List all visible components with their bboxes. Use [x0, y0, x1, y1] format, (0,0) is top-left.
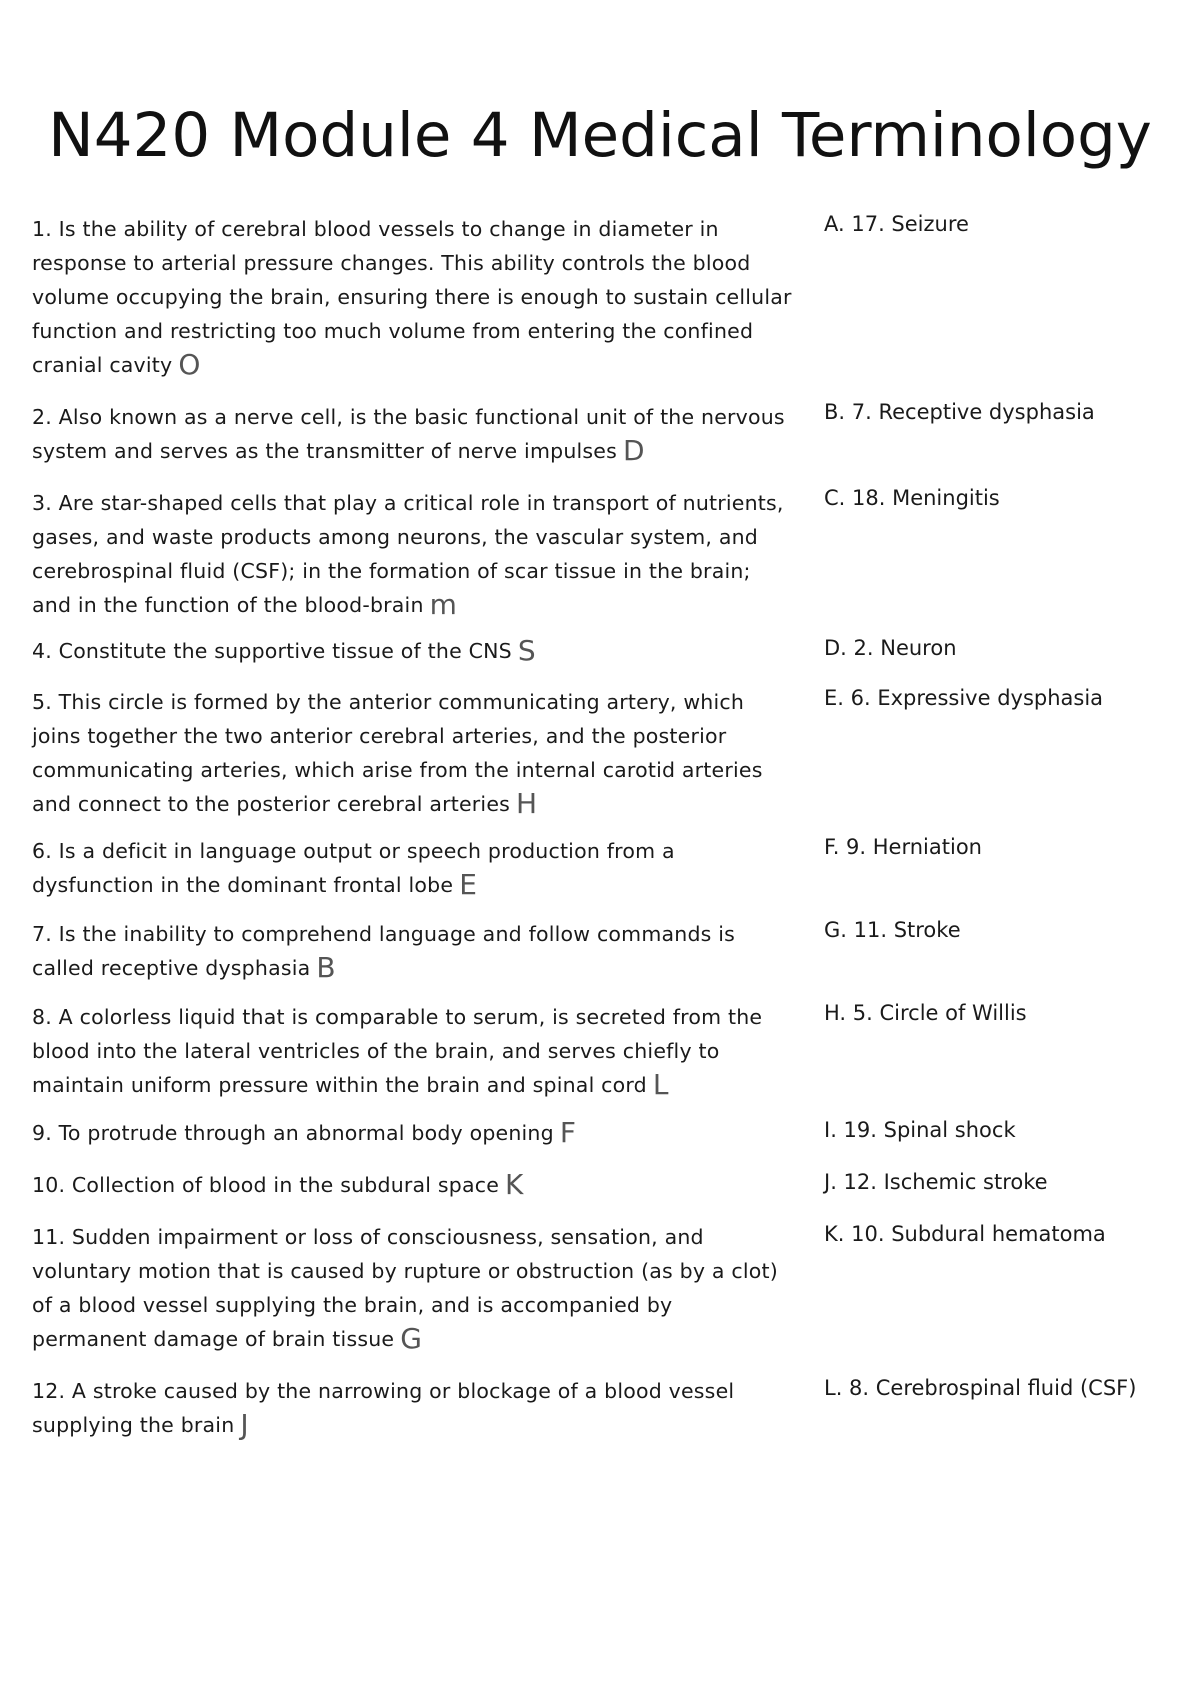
question-12 [32, 1374, 792, 1442]
question-text: 1. Is the ability of cerebral blood vessels to change in diameter in response to arterial pressure changes. This ability controls the blood volume occupying the brain, ensuring there is enough to sustain cellular function and restricting too much volume from entering the confined cranial cavity [32, 217, 792, 377]
question-text: 8. A colorless liquid that is comparable to serum, is secreted from the blood into the lateral ventricles of the brain, and serves chiefly to maintain uniform pressure within the brain and spinal cord [32, 1005, 763, 1097]
option-f: F. 9. Herniation [824, 835, 982, 859]
handwritten-answer: L [652, 1068, 669, 1101]
handwritten-answer: D [623, 434, 645, 467]
question-3 [32, 486, 792, 622]
option-b: B. 7. Receptive dysphasia [824, 400, 1095, 424]
option-g: G. 11. Stroke [824, 918, 961, 942]
handwritten-answer: B [316, 951, 336, 984]
option-h: H. 5. Circle of Willis [824, 1001, 1027, 1025]
handwritten-answer: F [559, 1116, 577, 1149]
question-5 [32, 685, 792, 821]
handwritten-answer: K [505, 1168, 524, 1201]
question-text: 9. To protrude through an abnormal body opening [32, 1121, 554, 1145]
question-2 [32, 400, 792, 468]
question-text: 11. Sudden impairment or loss of consciousness, sensation, and voluntary motion that is caused by rupture or obstruction (as by a clot) of a blood vessel supplying the brain, and is accompanied by permanent damage of brain tissue [32, 1225, 778, 1351]
question-text: 3. Are star-shaped cells that play a critical role in transport of nutrients, gases, and waste products among neurons, the vascular system, and cerebrospinal fluid (CSF); in the formation of scar tissue in the brain; and in the function of the blood-brain [32, 491, 784, 617]
question-8 [32, 1000, 792, 1102]
question-text: 2. Also known as a nerve cell, is the basic functional unit of the nervous system and serves as the transmitter of nerve impulses [32, 405, 785, 463]
question-text: 10. Collection of blood in the subdural space [32, 1173, 500, 1197]
question-text: 5. This circle is formed by the anterior communicating artery, which joins together the two anterior cerebral arteries, and the posterior communicating arteries, which arise from the internal carotid arteries and connect to the posterior cerebral arteries [32, 690, 763, 816]
option-c: C. 18. Meningitis [824, 486, 1000, 510]
option-e: E. 6. Expressive dysphasia [824, 686, 1104, 710]
handwritten-answer: H [516, 787, 538, 820]
option-k: K. 10. Subdural hematoma [824, 1222, 1106, 1246]
question-11 [32, 1220, 792, 1356]
question-text: 7. Is the inability to comprehend language and follow commands is called receptive dysphasia [32, 922, 736, 980]
handwritten-answer: G [400, 1322, 423, 1355]
question-text: 6. Is a deficit in language output or speech production from a dysfunction in the dominant frontal lobe [32, 839, 675, 897]
option-j: J. 12. Ischemic stroke [824, 1170, 1048, 1194]
handwritten-answer: S [517, 634, 536, 667]
handwritten-answer: J [240, 1408, 249, 1441]
question-7 [32, 917, 792, 985]
question-9 [32, 1116, 792, 1150]
question-4 [32, 634, 792, 668]
question-text: 12. A stroke caused by the narrowing or blockage of a blood vessel supplying the brain [32, 1379, 735, 1437]
option-i: I. 19. Spinal shock [824, 1118, 1016, 1142]
option-l: L. 8. Cerebrospinal fluid (CSF) [824, 1376, 1137, 1400]
question-1 [32, 212, 792, 382]
question-6 [32, 834, 792, 902]
option-a: A. 17. Seizure [824, 212, 969, 236]
handwritten-answer: E [459, 868, 478, 901]
option-d: D. 2. Neuron [824, 636, 957, 660]
question-text: 4. Constitute the supportive tissue of the CNS [32, 639, 512, 663]
handwritten-answer: m [429, 588, 458, 621]
handwritten-answer: O [178, 348, 201, 381]
page-title: N420 Module 4 Medical Terminology [48, 100, 1152, 171]
question-10 [32, 1168, 792, 1202]
